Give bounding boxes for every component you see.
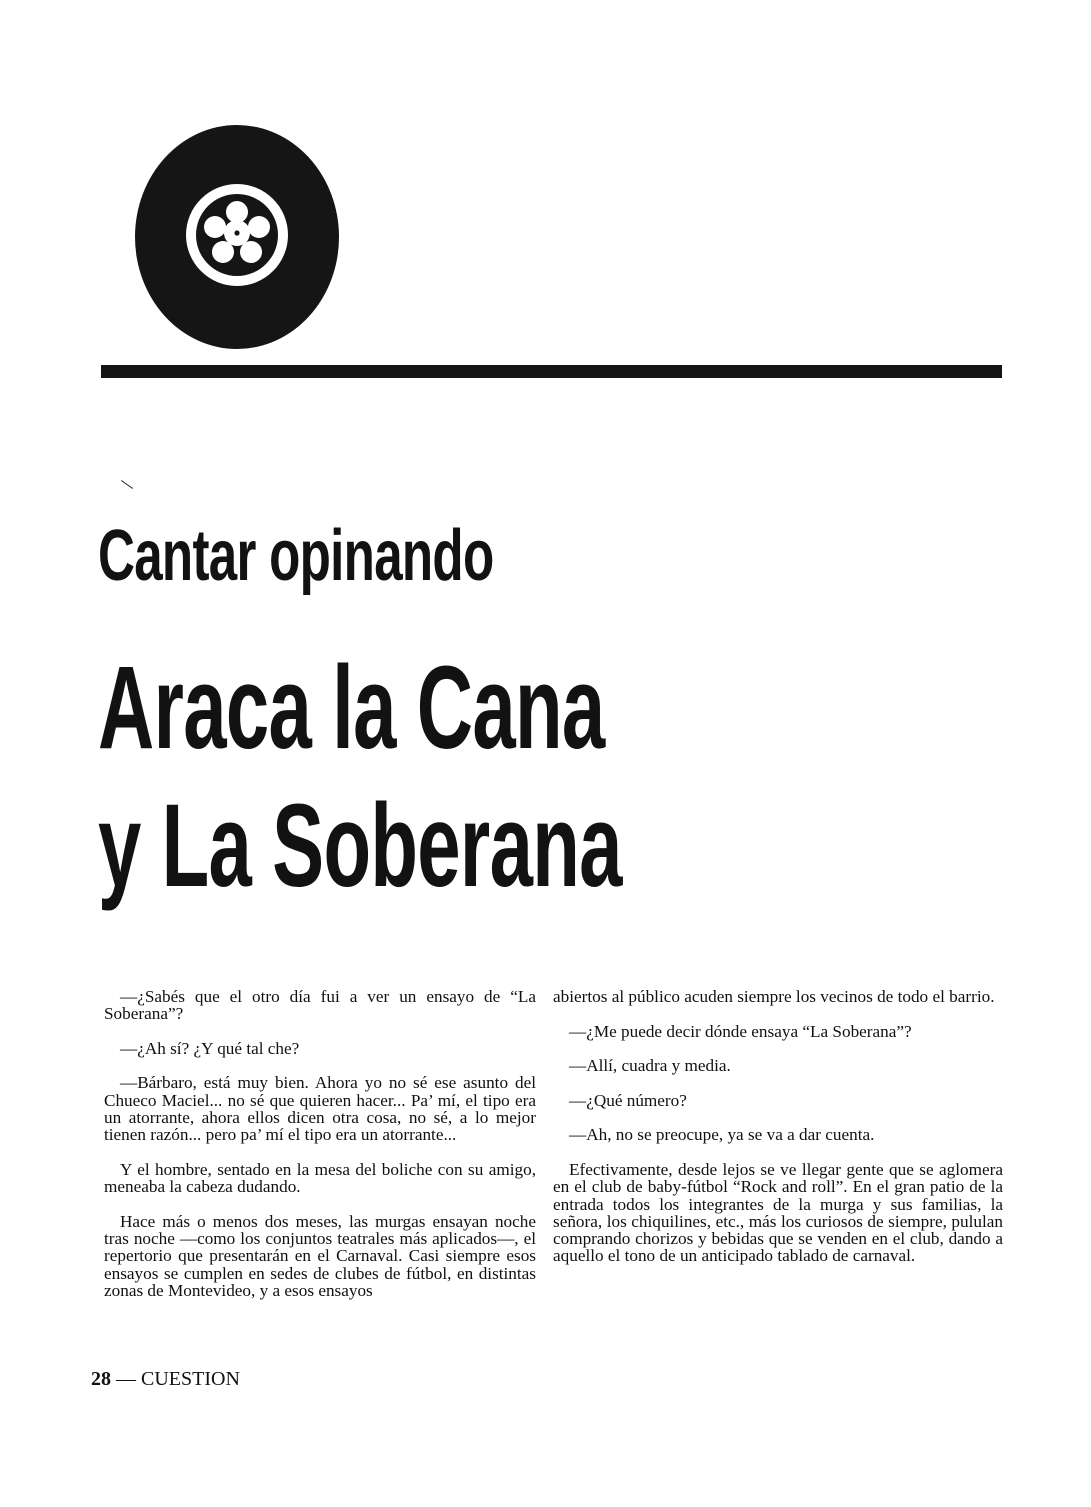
paragraph: —¿Ah sí? ¿Y qué tal che? (120, 1038, 300, 1058)
paragraph: —Allí, cuadra y media. (569, 1056, 731, 1076)
paragraph: Hace más o menos dos meses, las murgas ensayan noche tras noche —como los conjuntos teatrales más aplicados—, el repertorio que presentarán en el Carnaval. Casi siempre esos ensayos se cumplen en sedes de clubes de fútbol, en distintas zonas de Montevideo, y a esos ensayos (104, 1211, 536, 1301)
paragraph: —Bárbaro, está muy bien. Ahora yo no sé ese asunto del Chueco Maciel... no sé que quieren hacer... Pa’ mí, el tipo era un atorrante, ahora ellos dicen otra cosa, no sé, a lo mejor tienen razón... pero pa’ mí el tipo era un atorrante... (104, 1073, 536, 1145)
section-logo (133, 73, 555, 354)
header-rule (101, 365, 1002, 378)
publication-name: CUESTION (141, 1368, 240, 1390)
article-title-line-1: Araca la Cana (98, 642, 605, 774)
paragraph: Efectivamente, desde lejos se ve llegar gente que se aglomera en el club de baby-fútbol “Rock and roll”. En el gran patio de la entrada todos los integrantes de la murga y sus familias, la señora, los chiquilines, etc., más los curiosos de siempre, pululan comprando chorizos y bebidas que se venden en el club, dando a aquello el tono de un anticipado tablado de carnaval. (553, 1159, 1003, 1266)
stray-mark (121, 480, 133, 489)
paragraph: Y el hombre, sentado en la mesa del boliche con su amigo, meneaba la cabeza dudando. (104, 1159, 536, 1197)
right-column (553, 988, 1003, 1282)
paragraph: —¿Qué número? (569, 1090, 687, 1110)
page-number: 28 (91, 1368, 111, 1390)
paragraph: —¿Me puede decir dónde ensaya “La Soberana”? (569, 1021, 912, 1041)
page-footer (91, 1368, 240, 1391)
paragraph: —¿Sabés que el otro día fui a ver un ensayo de “La Soberana”? (104, 987, 536, 1024)
paragraph: abiertos al público acuden siempre los vecinos de todo el barrio. (553, 987, 995, 1006)
article-kicker: Cantar opinando (98, 516, 494, 596)
left-column (104, 988, 536, 1317)
logo-text: REPORTAJES y TESTIMONIOS (133, 73, 555, 103)
footer-separator: — (116, 1368, 136, 1390)
article-title-line-2: y La Soberana (98, 780, 622, 912)
paragraph: —Ah, no se preocupe, ya se va a dar cuenta. (569, 1125, 875, 1145)
